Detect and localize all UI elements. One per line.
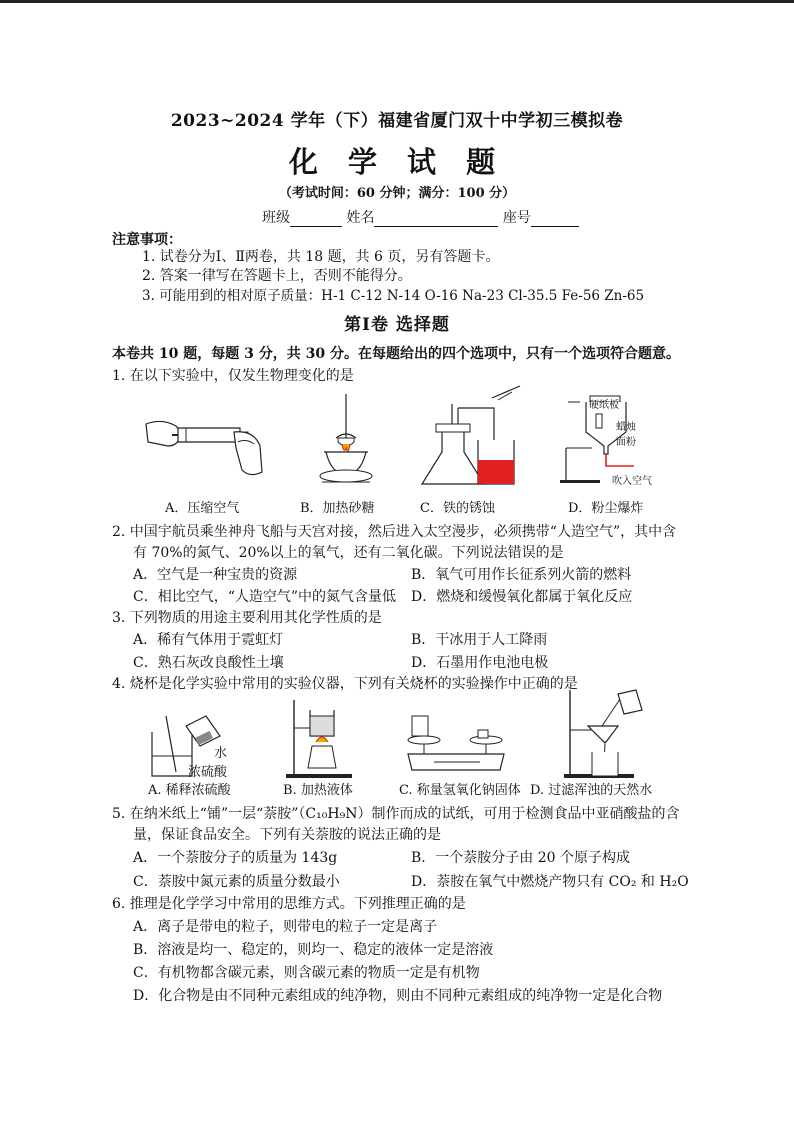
figure-label: 水 [214, 746, 228, 761]
option: D．燃烧和缓慢氧化都属于氧化反应 [411, 589, 633, 605]
notes-heading: 注意事项： [112, 232, 182, 248]
option: A．空气是一种宝贵的资源 [133, 567, 298, 583]
note-item: 1. 试卷分为Ⅰ、Ⅱ两卷，共 18 题，共 6 页，另有答题卡。 [142, 249, 500, 265]
seat-blank [531, 212, 579, 227]
option: A．稀有气体用于霓虹灯 [133, 632, 284, 648]
figure-label: 面粉 [616, 437, 636, 448]
exam-info: （考试时间：60 分钟；满分：100 分） [278, 186, 516, 201]
question-stem: 1. 在以下实验中，仅发生物理变化的是 [112, 368, 354, 384]
question-stem: 6. 推理是化学学习中常用的思维方式。下列推理正确的是 [112, 896, 466, 912]
question-stem: 4. 烧杯是化学实验中常用的实验仪器，下列有关烧杯的实验操作中正确的是 [112, 676, 578, 692]
figure-label: 浓硫酸 [188, 765, 228, 780]
figure-caption: A. 稀释浓硫酸 [148, 783, 231, 798]
figure-caption: B. 加热液体 [283, 783, 353, 798]
option: C．萘胺中氮元素的质量分数最小 [133, 874, 340, 890]
note-item: 2. 答案一律写在答题卡上，否则不能得分。 [142, 268, 412, 284]
q4-figure-b-heat-liquid [282, 700, 356, 780]
question-stem: 5. 在纳米纸上“铺”一层“萘胺”（C₁₀H₉N）制作而成的试纸，可用于检测食品中亚硝酸盐的含 [112, 806, 680, 822]
name-label: 姓名 [346, 210, 375, 226]
figure-label: 吹入空气 [612, 476, 652, 487]
name-blank [374, 212, 498, 227]
figure-caption: C. 称量氢氧化钠固体 [399, 783, 521, 798]
page-title: 化 学 试 题 [288, 145, 506, 179]
option: D．萘胺在氧气中燃烧产物只有 CO₂ 和 H₂O [411, 874, 689, 890]
section-title: 第Ⅰ卷 选择题 [344, 315, 450, 335]
section-instructions: 本卷共 10 题，每题 3 分，共 30 分。在每题给出的四个选项中，只有一个选项符合题意。 [112, 346, 680, 362]
exam-subtitle: 2023~2024 学年（下）福建省厦门双十中学初三模拟卷 [170, 111, 624, 131]
option: B．一个萘胺分子由 20 个原子构成 [411, 850, 631, 866]
figure-caption: B．加热砂糖 [300, 501, 375, 516]
q4-figure-d-filtration [562, 690, 648, 780]
student-info-line [262, 207, 579, 227]
figure-caption: D. 过滤浑浊的天然水 [530, 783, 653, 798]
class-blank [290, 212, 342, 227]
page-top-border [0, 0, 794, 3]
option: C．相比空气，“人造空气”中的氮气含量低 [133, 589, 397, 605]
q1-figure-a-syringe [142, 412, 264, 484]
question-stem: 量，保证食品安全。下列有关萘胺的说法正确的是 [133, 827, 441, 843]
class-label: 班级 [262, 210, 290, 226]
option: A．一个萘胺分子的质量为 143g [133, 850, 338, 866]
option: D．石墨用作电池电极 [411, 655, 549, 671]
note-item: 3. 可能用到的相对原子质量：H-1 C-12 N-14 O-16 Na-23 Cl-35.5 Fe-56 Zn-65 [142, 288, 645, 304]
option: C．熟石灰改良酸性土壤 [133, 655, 284, 671]
q1-figure-b-heating-sugar [310, 394, 366, 486]
figure-label: 硬纸板 [589, 400, 619, 411]
question-stem: 有 70%的氮气、20%以上的氧气，还有二氧化碳。下列说法错误的是 [133, 545, 564, 561]
figure-caption: C．铁的锈蚀 [420, 501, 495, 516]
option: B．氧气可用作长征系列火箭的燃料 [411, 567, 632, 583]
question-stem: 3. 下列物质的用途主要利用其化学性质的是 [112, 610, 382, 626]
q1-figure-c-iron-rust [412, 390, 552, 488]
option: D．化合物是由不同种元素组成的纯净物，则由不同种元素组成的纯净物一定是化合物 [133, 988, 663, 1004]
question-stem: 2. 中国宇航员乘坐神舟飞船与天宫对接，然后进入太空漫步，必须携带“人造空气”，其中含 [112, 524, 677, 540]
option: A．离子是带电的粒子，则带电的粒子一定是离子 [133, 919, 438, 935]
option: B．溶液是均一、稳定的，则均一、稳定的液体一定是溶液 [133, 942, 494, 958]
figure-caption: A．压缩空气 [165, 501, 240, 516]
seat-label: 座号 [502, 210, 531, 226]
option: C．有机物都含碳元素，则含碳元素的物质一定是有机物 [133, 965, 480, 981]
q4-figure-c-balance [404, 712, 510, 776]
figure-label: 蜡烛 [616, 422, 636, 433]
option: B．干冰用于人工降雨 [411, 632, 548, 648]
figure-caption: D．粉尘爆炸 [568, 501, 644, 516]
